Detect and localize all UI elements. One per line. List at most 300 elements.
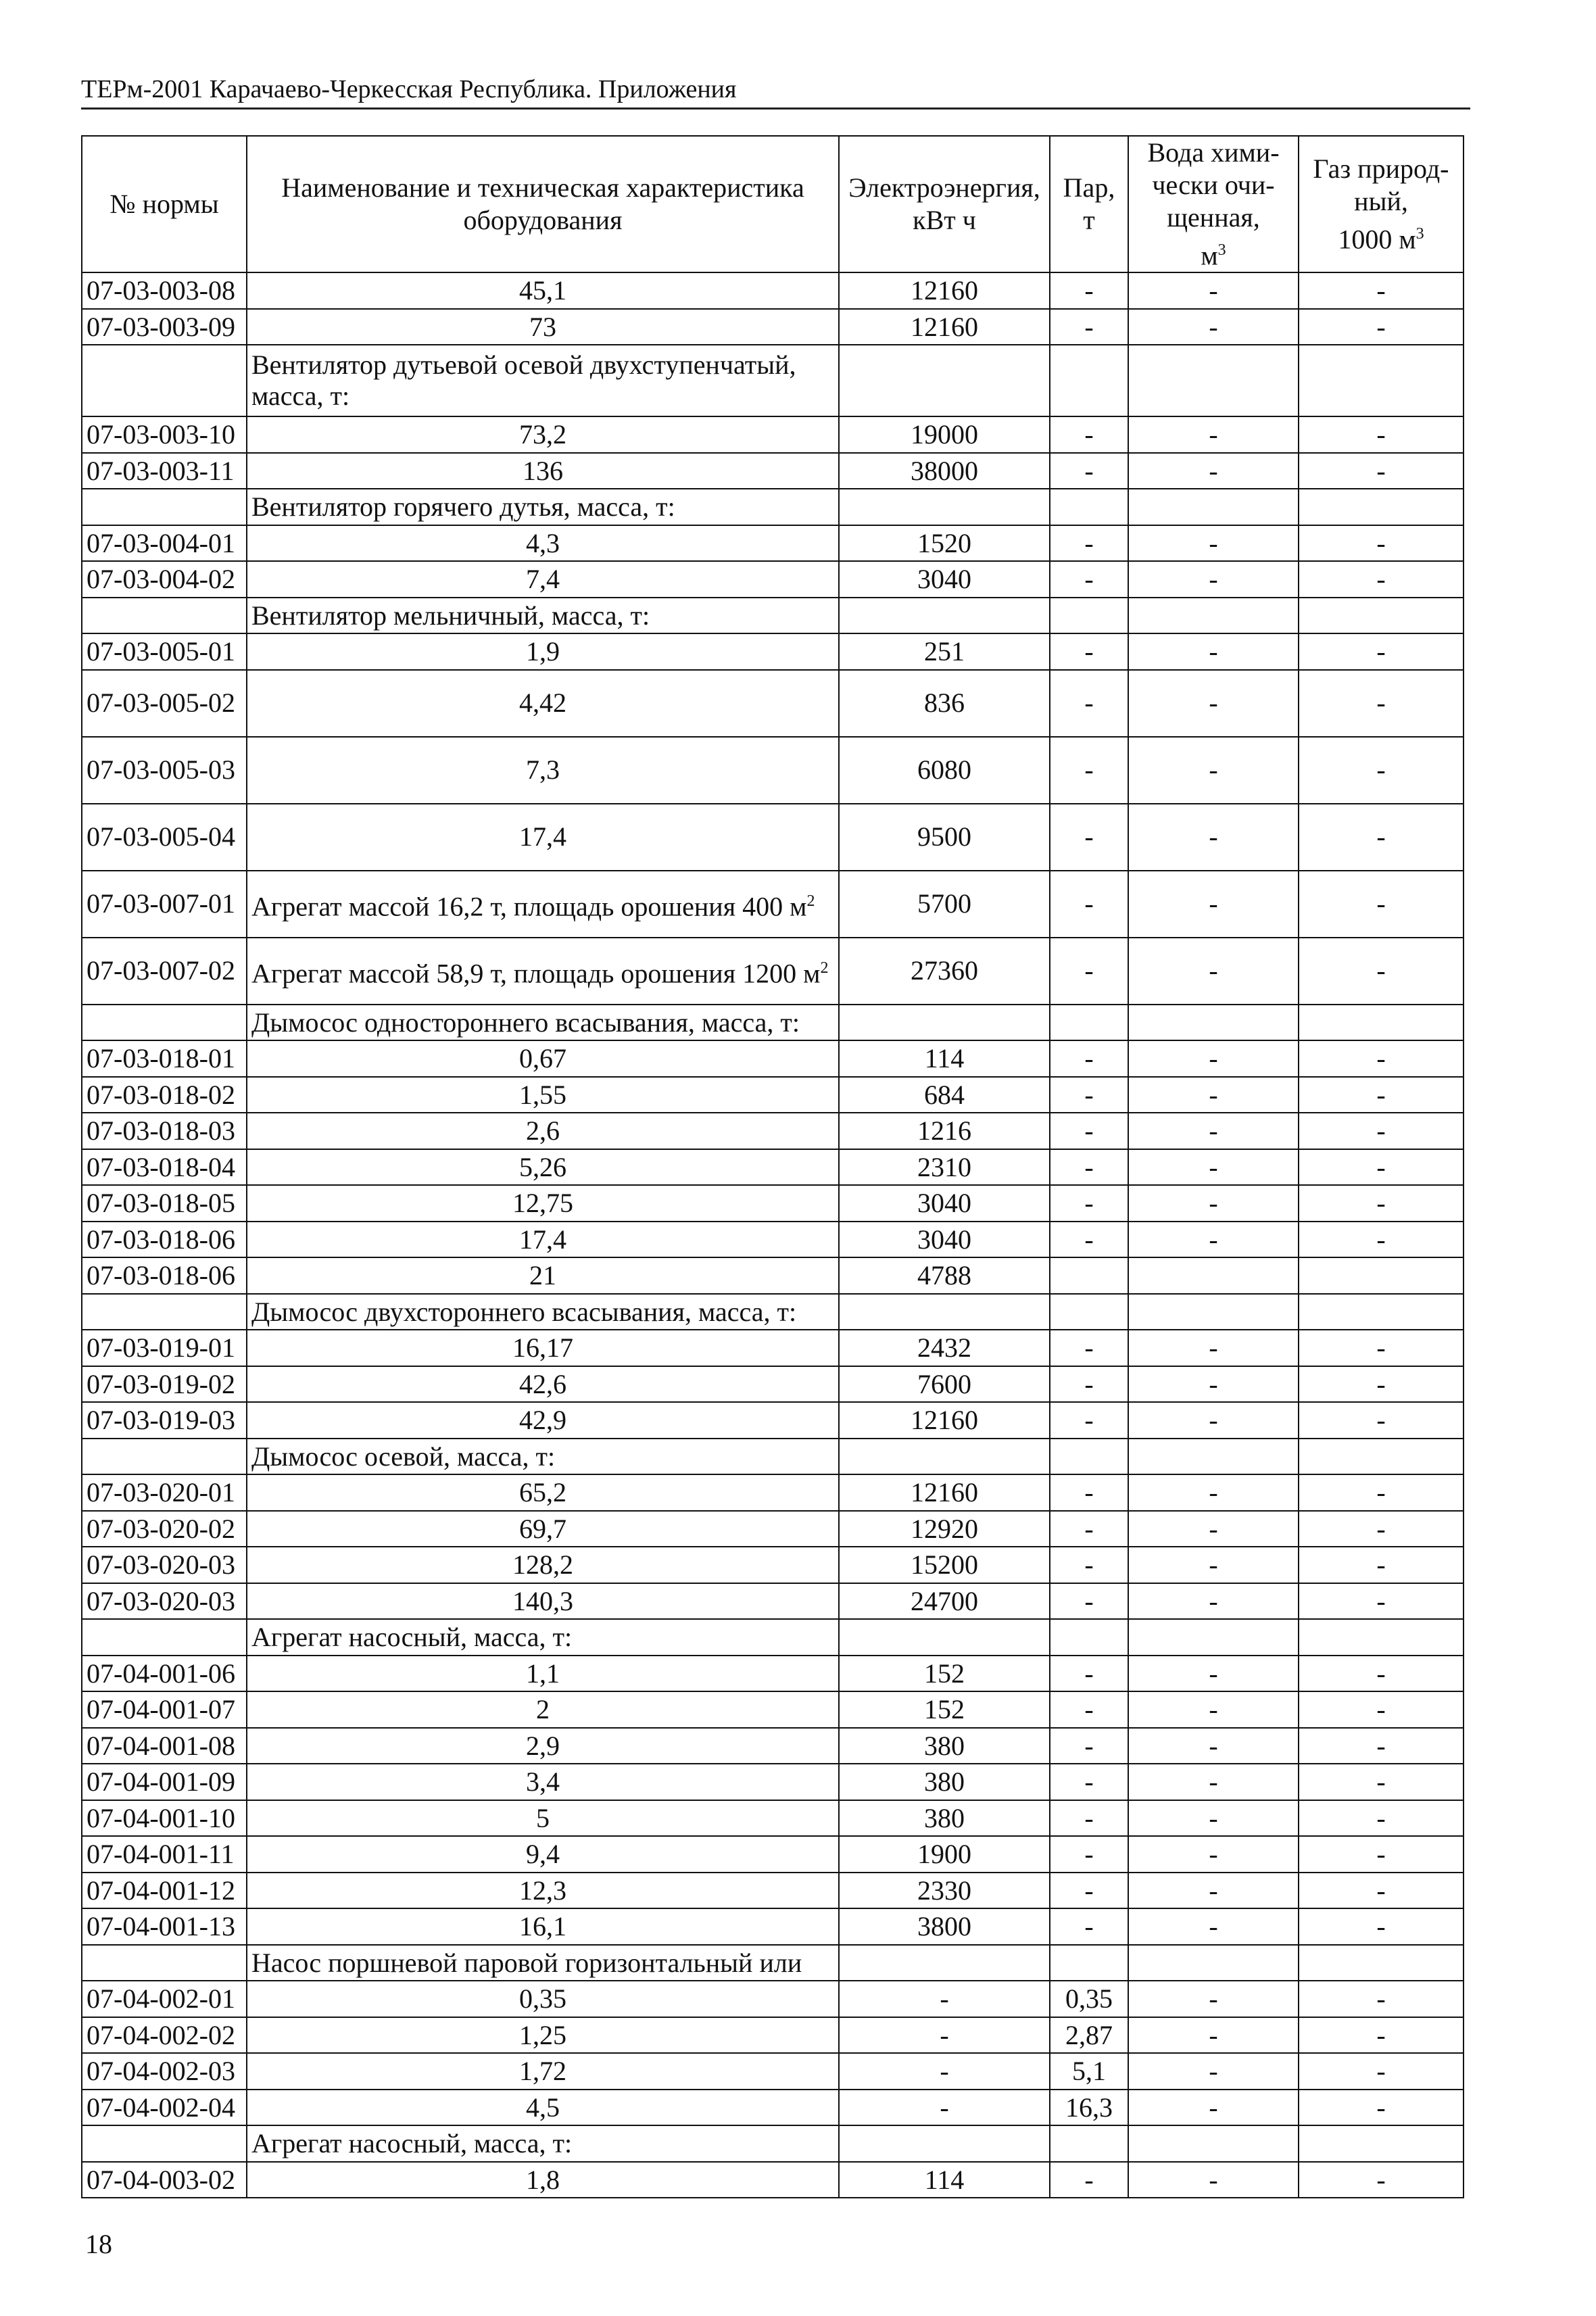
cell-steam: -	[1050, 1800, 1128, 1837]
table-row	[82, 1077, 1464, 1113]
cell-code: 07-04-003-02	[82, 2162, 247, 2198]
cell-natural-gas: -	[1299, 1981, 1464, 2017]
cell-code: 07-03-007-02	[82, 938, 247, 1005]
table-row	[82, 1474, 1464, 1511]
cell-name: 21	[247, 1257, 839, 1294]
cell-steam	[1050, 345, 1128, 416]
cell-section-title: Дымосос осевой, масса, т:	[247, 1439, 839, 1475]
cell-electricity: 152	[839, 1691, 1050, 1728]
cell-natural-gas: -	[1299, 1040, 1464, 1077]
cell-natural-gas: -	[1299, 1836, 1464, 1873]
table-row	[82, 2090, 1464, 2126]
cell-steam: -	[1050, 633, 1128, 670]
cell-steam: 16,3	[1050, 2090, 1128, 2126]
cell-code: 07-03-003-11	[82, 453, 247, 489]
cell-steam	[1050, 1294, 1128, 1330]
cell-electricity: 3040	[839, 1222, 1050, 1258]
cell-steam: -	[1050, 1728, 1128, 1764]
cell-natural-gas	[1299, 1439, 1464, 1475]
cell-chem-water: -	[1128, 1908, 1299, 1945]
cell-code: 07-03-018-06	[82, 1257, 247, 1294]
cell-electricity: -	[839, 2053, 1050, 2090]
cell-natural-gas	[1299, 598, 1464, 634]
cell-code	[82, 1294, 247, 1330]
table-row	[82, 1873, 1464, 1909]
cell-code: 07-03-005-01	[82, 633, 247, 670]
cell-electricity: 114	[839, 2162, 1050, 2198]
cell-steam: -	[1050, 1691, 1128, 1728]
cell-code: 07-03-018-03	[82, 1113, 247, 1149]
cell-steam: -	[1050, 737, 1128, 804]
table-row	[82, 1330, 1464, 1366]
table-row	[82, 1511, 1464, 1547]
cell-steam: -	[1050, 1113, 1128, 1149]
cell-code: 07-03-018-05	[82, 1185, 247, 1222]
cell-name: 73	[247, 309, 839, 345]
cell-code: 07-03-005-04	[82, 804, 247, 871]
cell-electricity: 27360	[839, 938, 1050, 1005]
cell-electricity: 12160	[839, 272, 1050, 309]
cell-chem-water	[1128, 1619, 1299, 1656]
cell-name: 4,42	[247, 670, 839, 737]
table-row	[82, 804, 1464, 871]
cell-code: 07-03-003-10	[82, 416, 247, 453]
cell-name: 1,55	[247, 1077, 839, 1113]
cell-code: 07-03-020-02	[82, 1511, 247, 1547]
cell-electricity	[839, 1945, 1050, 1981]
table-row	[82, 1547, 1464, 1583]
cell-chem-water	[1128, 1294, 1299, 1330]
cell-chem-water: -	[1128, 1402, 1299, 1439]
cell-chem-water: -	[1128, 1185, 1299, 1222]
cell-name: 1,25	[247, 2017, 839, 2054]
cell-chem-water	[1128, 2125, 1299, 2162]
cell-code	[82, 1005, 247, 1041]
cell-section-title: Агрегат насосный, масса, т:	[247, 2125, 839, 2162]
cell-chem-water: -	[1128, 1836, 1299, 1873]
cell-code: 07-03-018-04	[82, 1149, 247, 1186]
table-section-row	[82, 1439, 1464, 1475]
cell-section-title: Агрегат насосный, масса, т:	[247, 1619, 839, 1656]
cell-steam: -	[1050, 1836, 1128, 1873]
table-row	[82, 871, 1464, 938]
table-section-row	[82, 1005, 1464, 1041]
column-header-electricity: Электроэнергия, кВт ч	[839, 136, 1050, 272]
cell-natural-gas: -	[1299, 416, 1464, 453]
table-row	[82, 561, 1464, 598]
cell-code: 07-04-002-02	[82, 2017, 247, 2054]
cell-chem-water: -	[1128, 1656, 1299, 1692]
cell-steam: -	[1050, 1764, 1128, 1800]
cell-steam: -	[1050, 416, 1128, 453]
table-row	[82, 272, 1464, 309]
cell-natural-gas	[1299, 1945, 1464, 1981]
cell-natural-gas	[1299, 1619, 1464, 1656]
cell-code: 07-04-002-03	[82, 2053, 247, 2090]
cell-code	[82, 489, 247, 525]
cell-code: 07-03-003-09	[82, 309, 247, 345]
cell-name: 1,9	[247, 633, 839, 670]
cell-steam	[1050, 1439, 1128, 1475]
cell-natural-gas: -	[1299, 309, 1464, 345]
cell-name: 0,35	[247, 1981, 839, 2017]
cell-chem-water: -	[1128, 1222, 1299, 1258]
cell-code	[82, 1619, 247, 1656]
table-header-row	[82, 136, 1464, 272]
cell-electricity: 1520	[839, 525, 1050, 562]
cell-code: 07-04-001-13	[82, 1908, 247, 1945]
page-number: 18	[85, 2229, 112, 2259]
table-row	[82, 737, 1464, 804]
cell-natural-gas: -	[1299, 1474, 1464, 1511]
cell-steam	[1050, 2125, 1128, 2162]
table-section-row	[82, 598, 1464, 634]
cell-name: 9,4	[247, 1836, 839, 1873]
table-section-row	[82, 345, 1464, 416]
cell-natural-gas: -	[1299, 1908, 1464, 1945]
cell-natural-gas: -	[1299, 561, 1464, 598]
cell-name: 65,2	[247, 1474, 839, 1511]
table-row	[82, 1185, 1464, 1222]
cell-code: 07-04-002-04	[82, 2090, 247, 2126]
cell-electricity: 9500	[839, 804, 1050, 871]
cell-chem-water: -	[1128, 938, 1299, 1005]
page-header: ТЕРм-2001 Карачаево-Черкесская Республика. Приложения	[81, 73, 1470, 110]
cell-code: 07-03-019-03	[82, 1402, 247, 1439]
cell-code: 07-03-005-03	[82, 737, 247, 804]
cell-electricity	[839, 1005, 1050, 1041]
table-row	[82, 416, 1464, 453]
table-row	[82, 938, 1464, 1005]
cell-code: 07-03-020-03	[82, 1547, 247, 1583]
table-row	[82, 1583, 1464, 1620]
cell-steam: -	[1050, 871, 1128, 938]
cell-chem-water: -	[1128, 1981, 1299, 2017]
cell-name: 16,17	[247, 1330, 839, 1366]
cell-section-title: Дымосос двухстороннего всасывания, масса, т:	[247, 1294, 839, 1330]
cell-code: 07-04-001-06	[82, 1656, 247, 1692]
table-row	[82, 1149, 1464, 1186]
cell-code: 07-04-001-11	[82, 1836, 247, 1873]
cell-electricity	[839, 2125, 1050, 2162]
table-row	[82, 2162, 1464, 2198]
cell-natural-gas: -	[1299, 938, 1464, 1005]
cell-code: 07-04-001-10	[82, 1800, 247, 1837]
cell-chem-water: -	[1128, 633, 1299, 670]
cell-natural-gas: -	[1299, 1149, 1464, 1186]
cell-steam: -	[1050, 1474, 1128, 1511]
cell-steam: -	[1050, 804, 1128, 871]
cell-electricity: 2330	[839, 1873, 1050, 1909]
cell-chem-water: -	[1128, 1077, 1299, 1113]
cell-name: 73,2	[247, 416, 839, 453]
cell-electricity: 1216	[839, 1113, 1050, 1149]
cell-steam: -	[1050, 1873, 1128, 1909]
cell-code: 07-03-019-01	[82, 1330, 247, 1366]
cell-steam: 5,1	[1050, 2053, 1128, 2090]
cell-electricity	[839, 1619, 1050, 1656]
cell-natural-gas: -	[1299, 1113, 1464, 1149]
cell-name: 45,1	[247, 272, 839, 309]
cell-name: 0,67	[247, 1040, 839, 1077]
cell-natural-gas: -	[1299, 871, 1464, 938]
cell-electricity: 684	[839, 1077, 1050, 1113]
cell-code	[82, 345, 247, 416]
cell-steam: -	[1050, 1077, 1128, 1113]
cell-electricity: 7600	[839, 1366, 1050, 1403]
cell-chem-water: -	[1128, 272, 1299, 309]
cell-code	[82, 1439, 247, 1475]
cell-chem-water: -	[1128, 1113, 1299, 1149]
cell-steam: -	[1050, 1547, 1128, 1583]
cell-electricity: 380	[839, 1764, 1050, 1800]
cell-electricity: -	[839, 2017, 1050, 2054]
cell-section-title: Насос поршневой паровой горизонтальный или	[247, 1945, 839, 1981]
cell-steam: -	[1050, 1656, 1128, 1692]
cell-code: 07-04-001-09	[82, 1764, 247, 1800]
column-header-chem-water: Вода хими- чески очи- щенная, $м^3$	[1128, 136, 1299, 272]
cell-code	[82, 2125, 247, 2162]
cell-steam: -	[1050, 561, 1128, 598]
cell-natural-gas: -	[1299, 1728, 1464, 1764]
cell-chem-water: -	[1128, 1764, 1299, 1800]
cell-electricity	[839, 598, 1050, 634]
cell-steam	[1050, 489, 1128, 525]
cell-electricity: 5700	[839, 871, 1050, 938]
cell-chem-water	[1128, 598, 1299, 634]
cell-chem-water: -	[1128, 1800, 1299, 1837]
table-row	[82, 633, 1464, 670]
cell-electricity: -	[839, 1981, 1050, 2017]
table-row	[82, 525, 1464, 562]
cell-natural-gas: -	[1299, 1077, 1464, 1113]
cell-steam: -	[1050, 1908, 1128, 1945]
cell-chem-water: -	[1128, 309, 1299, 345]
cell-chem-water: -	[1128, 804, 1299, 871]
cell-chem-water: -	[1128, 2053, 1299, 2090]
cell-steam: -	[1050, 1330, 1128, 1366]
cell-chem-water: -	[1128, 1583, 1299, 1620]
cell-code: 07-03-020-03	[82, 1583, 247, 1620]
cell-chem-water: -	[1128, 1873, 1299, 1909]
cell-name: 128,2	[247, 1547, 839, 1583]
table-section-row	[82, 1294, 1464, 1330]
cell-chem-water: -	[1128, 1330, 1299, 1366]
cell-electricity: 114	[839, 1040, 1050, 1077]
cell-electricity	[839, 345, 1050, 416]
cell-name: 3,4	[247, 1764, 839, 1800]
norms-table	[81, 135, 1464, 2198]
table-row	[82, 670, 1464, 737]
table-section-row	[82, 2125, 1464, 2162]
cell-code: 07-03-018-01	[82, 1040, 247, 1077]
cell-section-title: Дымосос одностороннего всасывания, масса, т:	[247, 1005, 839, 1041]
cell-name: 12,75	[247, 1185, 839, 1222]
cell-code: 07-03-004-01	[82, 525, 247, 562]
cell-name: 1,1	[247, 1656, 839, 1692]
cell-name: 17,4	[247, 804, 839, 871]
table-row	[82, 1222, 1464, 1258]
cell-name: 140,3	[247, 1583, 839, 1620]
cell-chem-water: -	[1128, 1511, 1299, 1547]
column-header-natural-gas: Газ природ- ный, 1000 $м^3$	[1299, 136, 1464, 272]
cell-natural-gas: -	[1299, 1873, 1464, 1909]
cell-natural-gas	[1299, 489, 1464, 525]
cell-natural-gas: -	[1299, 453, 1464, 489]
table-row	[82, 1257, 1464, 1294]
cell-steam: -	[1050, 309, 1128, 345]
cell-chem-water	[1128, 345, 1299, 416]
cell-steam: -	[1050, 1222, 1128, 1258]
cell-natural-gas	[1299, 1294, 1464, 1330]
cell-electricity: 152	[839, 1656, 1050, 1692]
cell-steam: -	[1050, 1149, 1128, 1186]
table-row	[82, 1981, 1464, 2017]
cell-chem-water: -	[1128, 1728, 1299, 1764]
cell-natural-gas: -	[1299, 670, 1464, 737]
cell-natural-gas: -	[1299, 1511, 1464, 1547]
cell-electricity: 3040	[839, 1185, 1050, 1222]
cell-steam	[1050, 1945, 1128, 1981]
cell-steam: -	[1050, 2162, 1128, 2198]
table-row	[82, 2053, 1464, 2090]
cell-steam: -	[1050, 1583, 1128, 1620]
cell-chem-water: -	[1128, 737, 1299, 804]
table-row	[82, 1691, 1464, 1728]
cell-electricity: 12160	[839, 1474, 1050, 1511]
cell-steam	[1050, 1619, 1128, 1656]
cell-natural-gas: -	[1299, 1366, 1464, 1403]
cell-name: 2	[247, 1691, 839, 1728]
cell-electricity: 380	[839, 1728, 1050, 1764]
cell-code: 07-03-018-02	[82, 1077, 247, 1113]
table-section-row	[82, 489, 1464, 525]
cell-steam: 2,87	[1050, 2017, 1128, 2054]
table-row	[82, 1764, 1464, 1800]
cell-steam: -	[1050, 525, 1128, 562]
cell-electricity: 12920	[839, 1511, 1050, 1547]
cell-section-title: Вентилятор дутьевой осевой двухступенчатый, масса, т:	[247, 345, 839, 416]
table-section-row	[82, 1619, 1464, 1656]
cell-natural-gas: -	[1299, 2053, 1464, 2090]
cell-electricity: 3040	[839, 561, 1050, 598]
cell-natural-gas: -	[1299, 2017, 1464, 2054]
cell-natural-gas: -	[1299, 1583, 1464, 1620]
cell-name: 5	[247, 1800, 839, 1837]
cell-natural-gas	[1299, 345, 1464, 416]
cell-steam: -	[1050, 1040, 1128, 1077]
cell-name: 1,8	[247, 2162, 839, 2198]
cell-electricity: -	[839, 2090, 1050, 2126]
cell-electricity: 12160	[839, 309, 1050, 345]
cell-electricity: 4788	[839, 1257, 1050, 1294]
cell-code: 07-03-007-01	[82, 871, 247, 938]
cell-electricity: 6080	[839, 737, 1050, 804]
cell-chem-water: -	[1128, 1366, 1299, 1403]
table-row	[82, 1908, 1464, 1945]
cell-steam: -	[1050, 1402, 1128, 1439]
cell-natural-gas: -	[1299, 1185, 1464, 1222]
cell-chem-water: -	[1128, 1474, 1299, 1511]
cell-chem-water	[1128, 489, 1299, 525]
cell-code	[82, 1945, 247, 1981]
cell-code: 07-04-001-07	[82, 1691, 247, 1728]
cell-code: 07-03-004-02	[82, 561, 247, 598]
cell-name: Агрегат массой 58,9 т, площадь орошения 1200 $м^2$	[247, 938, 839, 1005]
cell-natural-gas: -	[1299, 1222, 1464, 1258]
cell-name: 42,6	[247, 1366, 839, 1403]
cell-electricity: 3800	[839, 1908, 1050, 1945]
table-row	[82, 1656, 1464, 1692]
table-row	[82, 1836, 1464, 1873]
cell-chem-water	[1128, 1257, 1299, 1294]
cell-steam: -	[1050, 670, 1128, 737]
cell-natural-gas	[1299, 1005, 1464, 1041]
cell-natural-gas: -	[1299, 1656, 1464, 1692]
cell-natural-gas: -	[1299, 804, 1464, 871]
cell-electricity: 380	[839, 1800, 1050, 1837]
cell-steam: 0,35	[1050, 1981, 1128, 2017]
cell-electricity: 836	[839, 670, 1050, 737]
table-row	[82, 1040, 1464, 1077]
cell-natural-gas: -	[1299, 272, 1464, 309]
cell-code: 07-03-005-02	[82, 670, 247, 737]
cell-natural-gas: -	[1299, 1800, 1464, 1837]
cell-natural-gas: -	[1299, 737, 1464, 804]
cell-steam: -	[1050, 1511, 1128, 1547]
cell-natural-gas	[1299, 1257, 1464, 1294]
cell-name: 69,7	[247, 1511, 839, 1547]
cell-natural-gas: -	[1299, 1547, 1464, 1583]
cell-code: 07-04-001-12	[82, 1873, 247, 1909]
cell-steam: -	[1050, 453, 1128, 489]
cell-natural-gas: -	[1299, 2090, 1464, 2126]
table-row	[82, 1366, 1464, 1403]
column-header-code: № нормы	[82, 136, 247, 272]
cell-electricity	[839, 1439, 1050, 1475]
table-row	[82, 1800, 1464, 1837]
cell-name: 16,1	[247, 1908, 839, 1945]
cell-code: 07-04-001-08	[82, 1728, 247, 1764]
cell-electricity: 15200	[839, 1547, 1050, 1583]
table-row	[82, 309, 1464, 345]
cell-code: 07-03-003-08	[82, 272, 247, 309]
cell-name: 12,3	[247, 1873, 839, 1909]
cell-chem-water: -	[1128, 1691, 1299, 1728]
cell-natural-gas: -	[1299, 2162, 1464, 2198]
cell-natural-gas: -	[1299, 1330, 1464, 1366]
cell-section-title: Вентилятор горячего дутья, масса, т:	[247, 489, 839, 525]
cell-electricity: 12160	[839, 1402, 1050, 1439]
cell-chem-water: -	[1128, 561, 1299, 598]
cell-name: Агрегат массой 16,2 т, площадь орошения 400 $м^2$	[247, 871, 839, 938]
table-row	[82, 1728, 1464, 1764]
cell-chem-water: -	[1128, 1149, 1299, 1186]
table-row	[82, 1113, 1464, 1149]
cell-steam: -	[1050, 1366, 1128, 1403]
table-row	[82, 2017, 1464, 2054]
table-body	[82, 272, 1464, 2198]
cell-code: 07-03-018-06	[82, 1222, 247, 1258]
cell-steam	[1050, 1005, 1128, 1041]
cell-electricity	[839, 1294, 1050, 1330]
cell-name: 2,6	[247, 1113, 839, 1149]
cell-name: 2,9	[247, 1728, 839, 1764]
cell-chem-water: -	[1128, 525, 1299, 562]
cell-natural-gas: -	[1299, 1764, 1464, 1800]
cell-name: 1,72	[247, 2053, 839, 2090]
cell-natural-gas: -	[1299, 1691, 1464, 1728]
